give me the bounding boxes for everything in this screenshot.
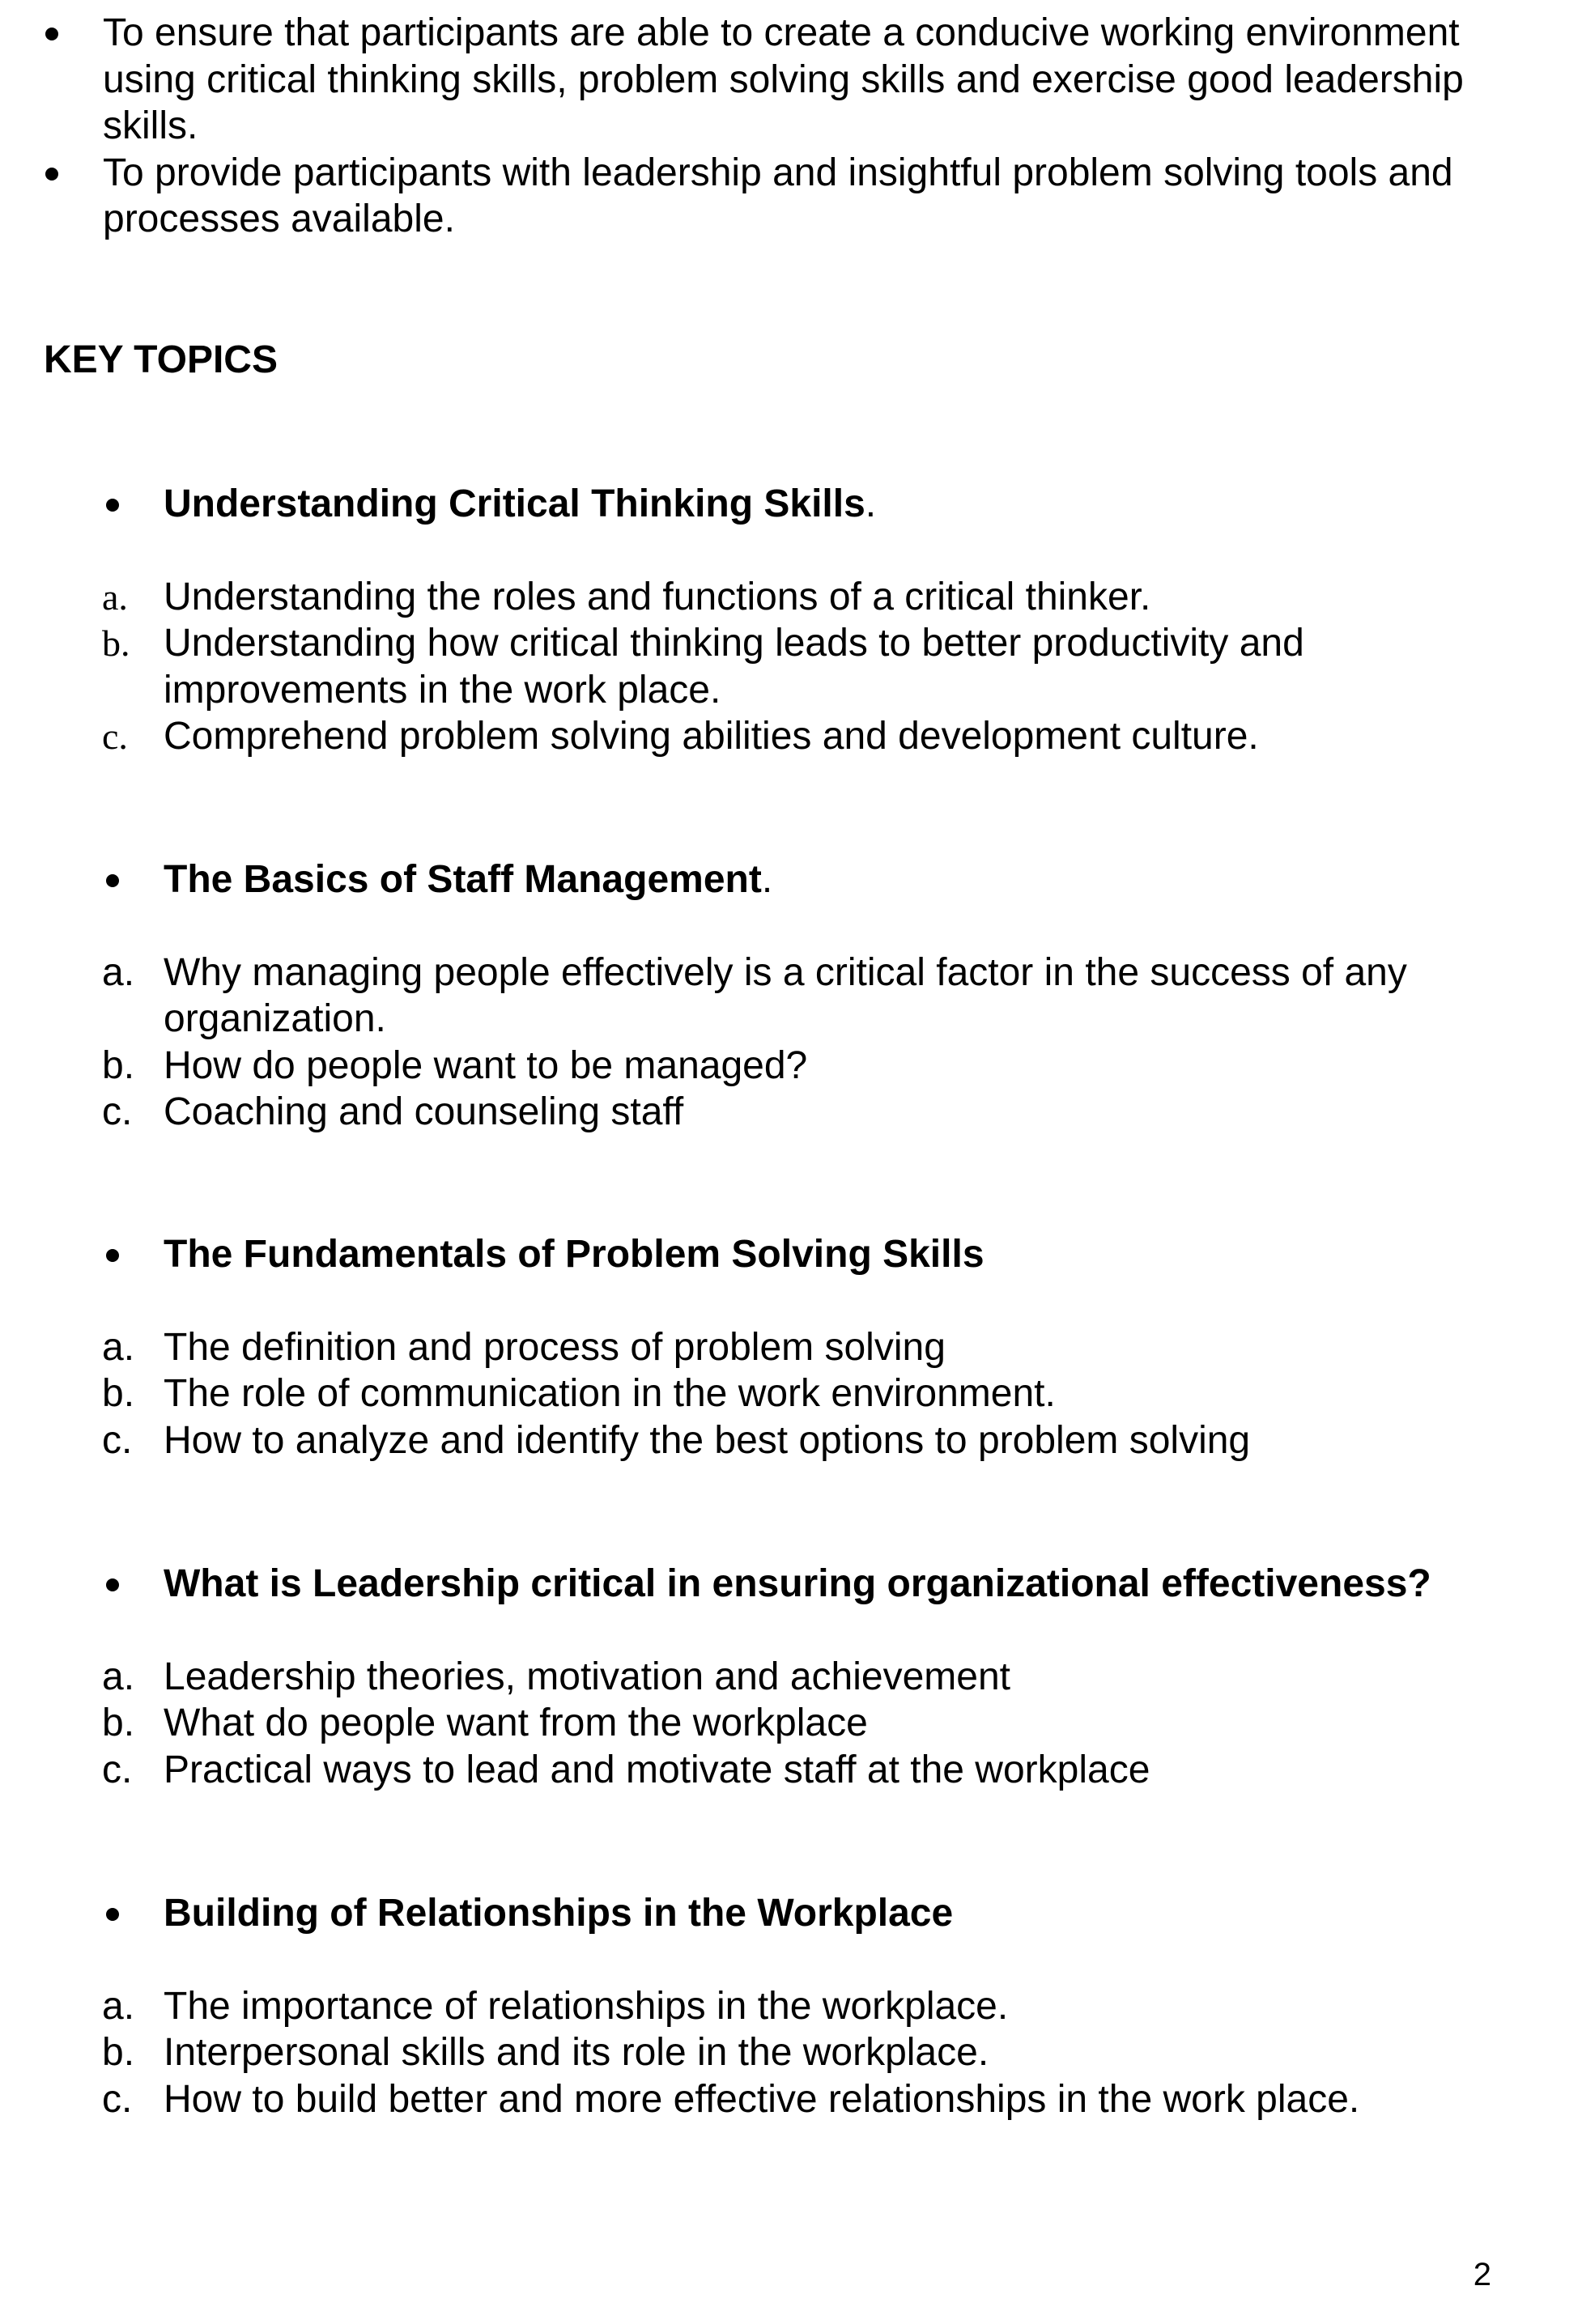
list-item-text: Understanding the roles and functions of a critical thinker. [164, 575, 1151, 618]
list-marker: a. [102, 576, 128, 618]
list-item-text: Practical ways to lead and motivate staff at the workplace [164, 1748, 1150, 1791]
topic-section [0, 1890, 1582, 2122]
topic-title [0, 481, 1582, 528]
list-item [0, 1043, 1582, 1090]
topic-title-text: Building of Relationships in the Workplace [164, 1892, 954, 1935]
list-item [0, 950, 1582, 1043]
subtopic-list [0, 1654, 1582, 1794]
list-item-text: What do people want from the workplace [164, 1702, 868, 1744]
objective-item [0, 10, 1582, 150]
list-item-text: Comprehend problem solving abilities and development culture. [164, 715, 1259, 758]
topic-section [0, 481, 1582, 760]
list-marker: a. [102, 1325, 135, 1369]
list-item [0, 1983, 1582, 2030]
list-item-text: How to analyze and identify the best options to problem solving [164, 1418, 1251, 1462]
topic-title [0, 1231, 1582, 1278]
list-marker: a. [102, 950, 135, 994]
list-item [0, 2029, 1582, 2076]
objective-text: To ensure that participants are able to create a conducive working environment using critical thinking skills, problem solving skills and exercise good leadership skills. [103, 11, 1464, 147]
subtopic-list [0, 574, 1582, 760]
list-item [0, 574, 1582, 621]
topic-title-text: The Basics of Staff Management [164, 858, 762, 901]
list-item-text: Coaching and counseling staff [164, 1090, 684, 1133]
list-item-text: Why managing people effectively is a critical factor in the success of any organization. [164, 950, 1407, 1040]
list-marker: a. [102, 1984, 135, 2028]
list-marker: b. [102, 622, 130, 664]
bullet-icon [106, 1249, 119, 1262]
list-item [0, 2076, 1582, 2123]
list-item-text: The importance of relationships in the workplace. [164, 1984, 1009, 2028]
list-marker: b. [102, 2031, 135, 2074]
list-marker: c. [102, 2077, 133, 2121]
list-item [0, 1324, 1582, 1371]
topic-section [0, 1231, 1582, 1464]
bullet-icon [106, 1578, 119, 1591]
objective-text: To provide participants with leadership and insightful problem solving tools and processes available. [103, 151, 1453, 240]
topic-title-trailing: . [865, 482, 877, 525]
list-item [0, 1654, 1582, 1701]
list-item-text: Understanding how critical thinking leads to better productivity and improvements in the work place. [164, 622, 1304, 712]
list-marker: c. [102, 1748, 133, 1791]
topic-section [0, 1561, 1582, 1793]
subtopic-list [0, 1324, 1582, 1464]
topic-title [0, 1561, 1582, 1608]
topic-title-trailing: . [761, 858, 773, 901]
list-item [0, 713, 1582, 760]
list-item-text: How do people want to be managed? [164, 1043, 808, 1087]
objectives-list [0, 10, 1582, 243]
list-item [0, 1417, 1582, 1464]
topic-title-text: What is Leadership critical in ensuring organizational effectiveness? [164, 1562, 1431, 1605]
list-marker: c. [102, 716, 128, 757]
list-item-text: The role of communication in the work environment. [164, 1372, 1056, 1415]
list-marker: b. [102, 1372, 135, 1415]
list-item [0, 1747, 1582, 1794]
bullet-icon [106, 499, 119, 512]
bullet-icon [106, 1908, 119, 1921]
list-item-text: Interpersonal skills and its role in the workplace. [164, 2031, 989, 2074]
list-item [0, 1370, 1582, 1417]
objective-item [0, 150, 1582, 243]
topic-title [0, 856, 1582, 903]
list-item-text: How to build better and more effective relationships in the work place. [164, 2077, 1360, 2121]
topic-title-text: The Fundamentals of Problem Solving Skills [164, 1233, 984, 1276]
list-item [0, 620, 1582, 713]
list-marker: b. [102, 1043, 135, 1087]
list-marker: a. [102, 1655, 135, 1698]
list-item [0, 1700, 1582, 1747]
list-item-text: The definition and process of problem solving [164, 1325, 946, 1369]
subtopic-list [0, 950, 1582, 1136]
list-item-text: Leadership theories, motivation and achievement [164, 1655, 1010, 1698]
list-marker: c. [102, 1418, 133, 1462]
list-marker: c. [102, 1090, 133, 1133]
list-marker: b. [102, 1702, 135, 1744]
topic-section [0, 856, 1582, 1136]
topic-title [0, 1890, 1582, 1937]
topic-title-text: Understanding Critical Thinking Skills [164, 482, 865, 525]
key-topics-heading: KEY TOPICS [44, 338, 278, 381]
bullet-icon [45, 28, 58, 40]
subtopic-list [0, 1983, 1582, 2123]
bullet-icon [45, 168, 58, 181]
list-item [0, 1089, 1582, 1136]
bullet-icon [106, 874, 119, 887]
page-number: 2 [1473, 2257, 1491, 2292]
